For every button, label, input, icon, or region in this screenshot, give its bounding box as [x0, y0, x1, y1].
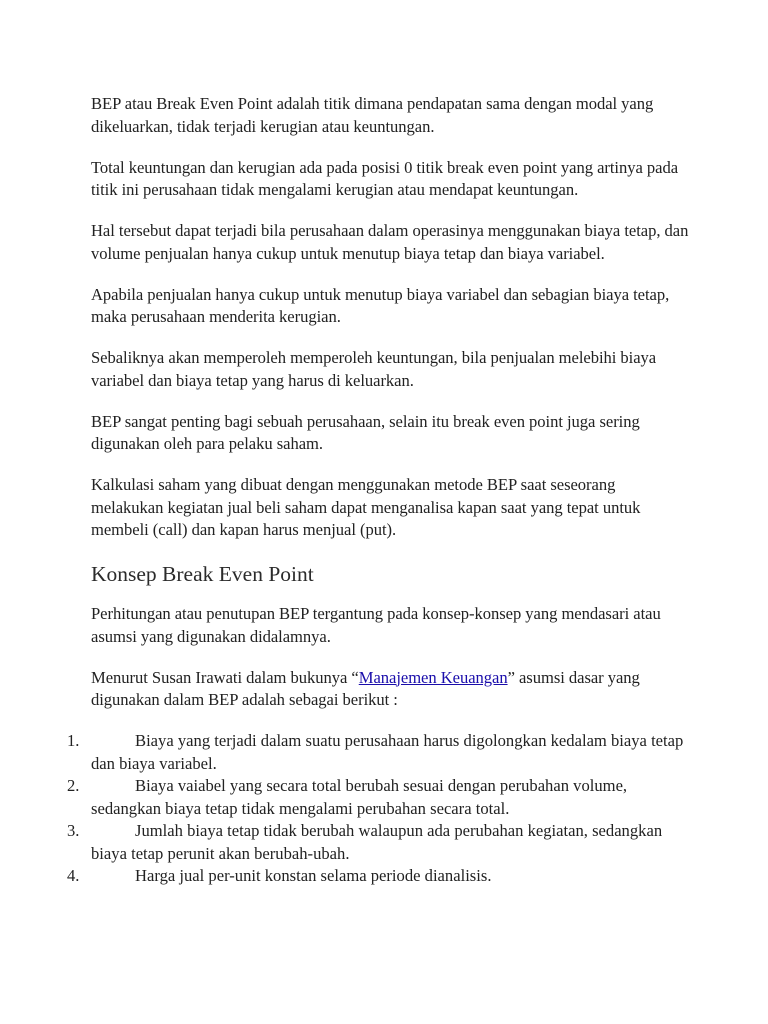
quote-text-after: ” asumsi dasar yang digunakan dalam BEP adalah sebagai berikut :: [91, 667, 640, 709]
list-item-text: Jumlah biaya tetap tidak berubah walaupun ada perubahan kegiatan, sedangkan biaya tetap perunit akan berubah-ubah.: [91, 821, 663, 863]
paragraph-zero-point: Total keuntungan dan kerugian ada pada posisi 0 titik break even point yang artinya pada titik ini perusahaan tidak mengalami kerugian atau mendapat keuntungan.: [91, 157, 679, 199]
assumptions-list: [67, 730, 691, 888]
book-link[interactable]: Manajemen Keuangan: [358, 667, 508, 687]
paragraph-loss: Apabila penjualan hanya cukup untuk menutup biaya variabel dan sebagian biaya tetap, maka perusahaan menderita kerugian.: [91, 284, 670, 326]
paragraph-bep-definition: BEP atau Break Even Point adalah titik dimana pendapatan sama dengan modal yang dikeluarkan, tidak terjadi kerugian atau keuntungan.: [91, 94, 654, 136]
list-item-text: Harga jual per-unit konstan selama periode dianalisis.: [135, 866, 492, 885]
list-number: 1.: [67, 731, 80, 750]
list-item: [67, 775, 691, 820]
section-heading: Konsep Break Even Point: [91, 562, 314, 586]
list-item-text: Biaya vaiabel yang secara total berubah sesuai dengan perubahan volume, sedangkan biaya tetap tidak mengalami perubahan secara total.: [91, 776, 628, 818]
paragraph-assumptions-intro: [91, 667, 691, 712]
list-item: [67, 820, 691, 865]
list-item-text: Biaya yang terjadi dalam suatu perusahaan harus digolongkan kedalam biaya tetap dan biaya variabel.: [91, 731, 684, 773]
paragraph-concept-intro: Perhitungan atau penutupan BEP tergantung pada konsep-konsep yang mendasari atau asumsi yang digunakan didalamnya.: [91, 604, 661, 646]
paragraph-importance: BEP sangat penting bagi sebuah perusahaan, selain itu break even point juga sering digunakan oleh para pelaku saham.: [91, 411, 640, 453]
list-number: 4.: [67, 866, 80, 885]
list-item: [67, 730, 691, 775]
paragraph-profit: Sebaliknya akan memperoleh memperoleh keuntungan, bila penjualan melebihi biaya variabel dan biaya tetap yang harus di keluarkan.: [91, 348, 657, 390]
list-item: [67, 865, 691, 888]
paragraph-fixed-cost: Hal tersebut dapat terjadi bila perusahaan dalam operasinya menggunakan biaya tetap, dan volume penjualan hanya cukup untuk menutup biaya tetap dan biaya variabel.: [91, 221, 689, 263]
list-number: 3.: [67, 821, 80, 840]
paragraph-stock-calculation: Kalkulasi saham yang dibuat dengan menggunakan metode BEP saat seseorang melakukan kegiatan jual beli saham dapat menganalisa kapan saat yang tepat untuk membeli (call) dan kapan harus menjual (put).: [91, 475, 641, 539]
document-body: [67, 93, 691, 888]
quote-text-before: Menurut Susan Irawati dalam bukunya “: [91, 667, 359, 687]
list-number: 2.: [67, 776, 80, 795]
